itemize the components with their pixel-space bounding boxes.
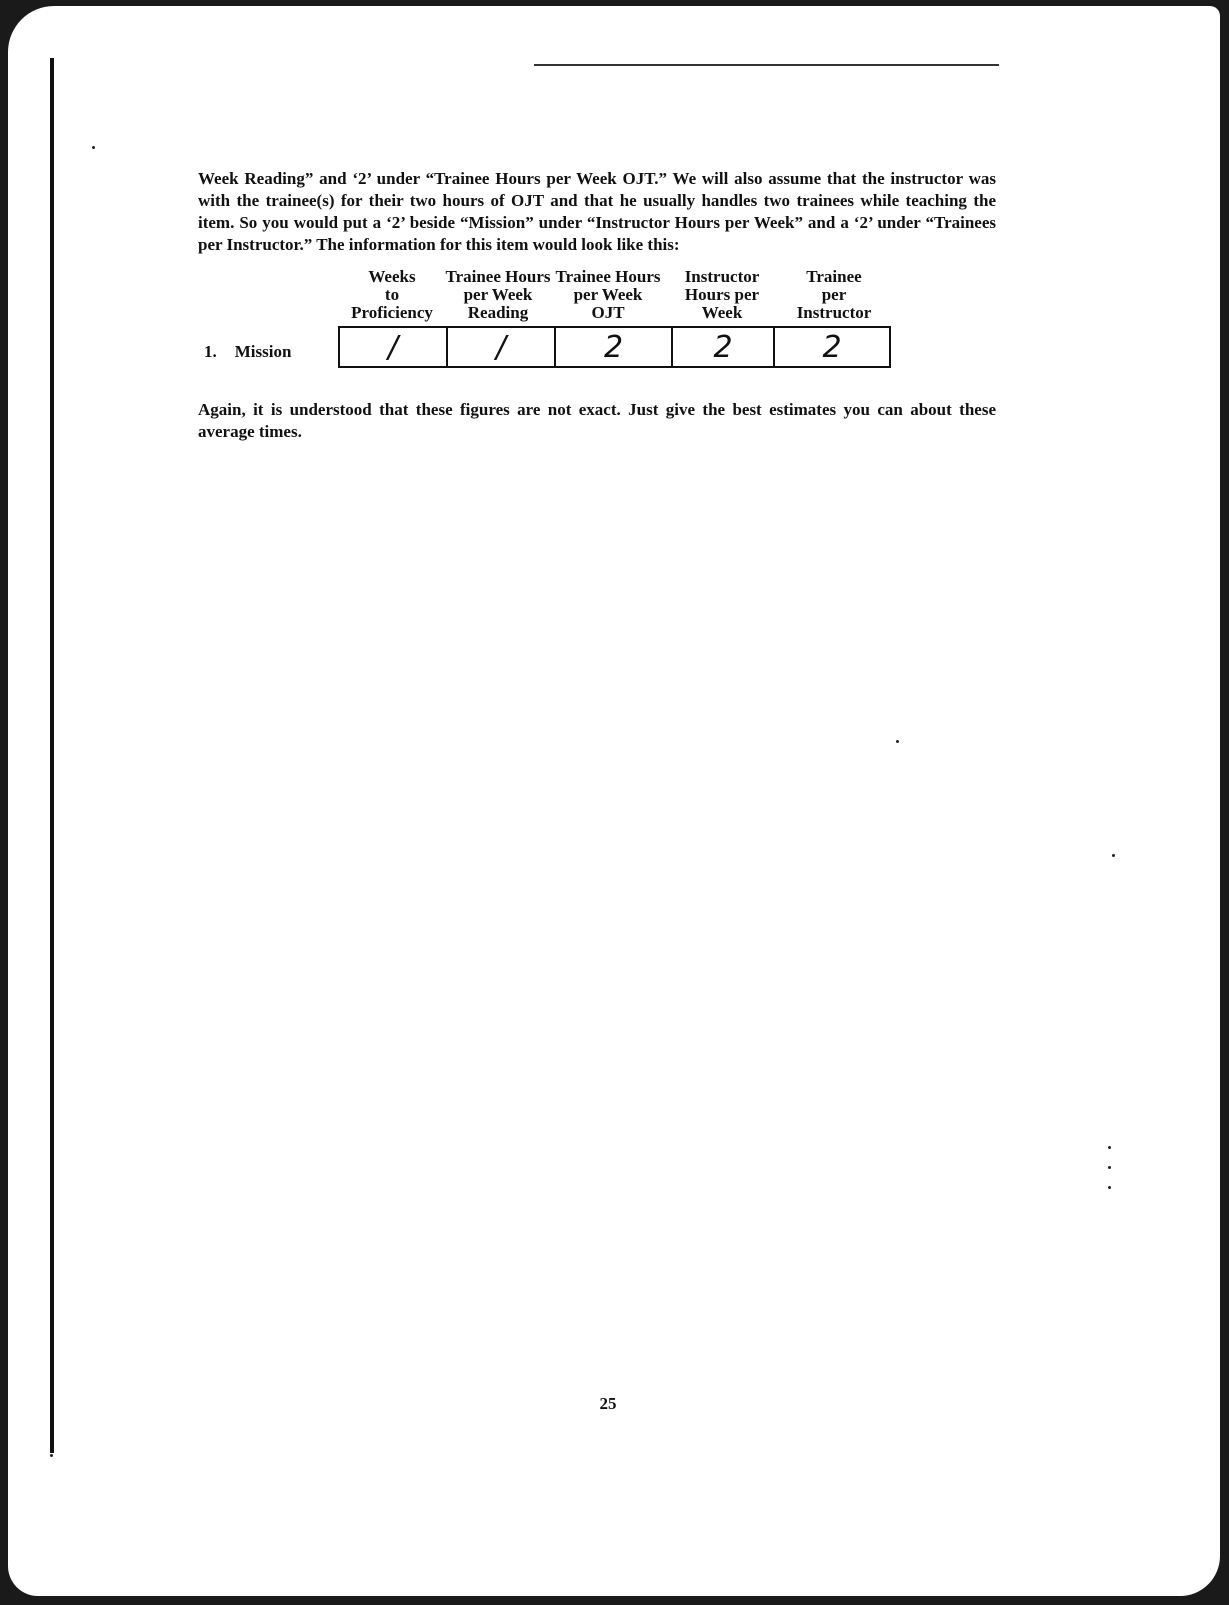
cell-ojt: 2 [556, 328, 673, 366]
document-page [8, 6, 1220, 1596]
row-name: Mission [234, 342, 292, 361]
row-number: 1. [204, 342, 217, 361]
scan-edge-bar [50, 58, 54, 1453]
cell-trainees-per-instructor: 2 [822, 329, 842, 365]
page-number: 25 [599, 1394, 617, 1413]
cell-instructor-hours: 2 [673, 328, 775, 366]
closing-paragraph: Again, it is understood that these figures are not exact. Just give the best estimates you can about these average times. [198, 400, 996, 441]
cell-reading: / [448, 328, 556, 366]
row-label [204, 342, 291, 362]
col-header-weeks: Weeks to Proficiency [351, 267, 433, 322]
col-header-instructor-hours: Instructor Hours per Week [684, 267, 760, 322]
col-header-reading: Trainee Hours per Week Reading [445, 267, 551, 322]
scan-speck [92, 146, 95, 149]
col-header-trainees-per-instructor: Trainee per Instructor [796, 267, 872, 322]
scan-speck [1108, 1186, 1111, 1189]
col-header-ojt: Trainee Hours per Week OJT [555, 267, 661, 322]
scan-speck [1108, 1166, 1111, 1169]
scan-speck [896, 740, 899, 743]
intro-paragraph: Week Reading” and ‘2’ under “Trainee Hours per Week OJT.” We will also assume that the instructor was with the trainee(s) for their two hours of OJT and that he usually handles two trainees while teaching the item. So you would put a ‘2’ beside “Mission” under “Instructor Hours per Week” and a ‘2’ under “Trainees per Instructor.” The information for this item would look like this: [198, 169, 996, 254]
scan-speck [1108, 1146, 1111, 1149]
scan-speck [1112, 854, 1115, 857]
scan-speck [50, 1454, 53, 1457]
top-rule [534, 64, 999, 66]
entry-grid [338, 326, 891, 368]
cell-weeks: / [340, 328, 448, 366]
